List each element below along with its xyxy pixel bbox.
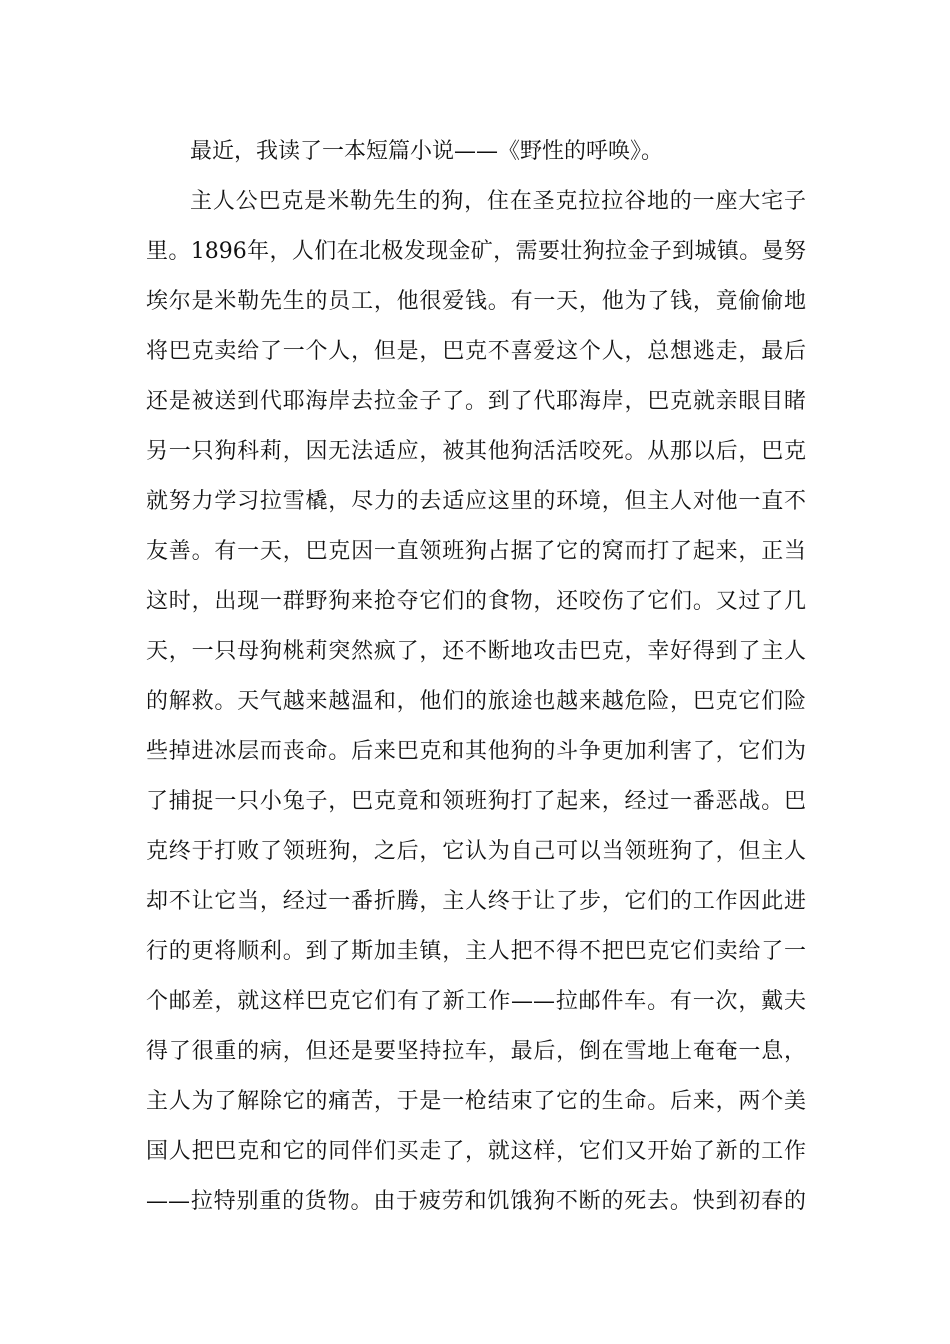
paragraph-story-line-8: 友善。有一天，巴克因一直领班狗占据了它的窝而打了起来，正当 bbox=[146, 539, 806, 564]
paragraph-story-line-1: 主人公巴克是米勒先生的狗，住在圣克拉拉谷地的一座大宅子 bbox=[190, 189, 806, 214]
paragraph-story-line-5: 还是被送到代耶海岸去拉金子了。到了代耶海岸，巴克就亲眼目睹 bbox=[146, 389, 806, 414]
paragraph-story-line-10: 天，一只母狗桃莉突然疯了，还不断地攻击巴克，幸好得到了主人 bbox=[146, 639, 806, 664]
document-body bbox=[146, 127, 806, 1227]
paragraph-story-line-11: 的解救。天气越来越温和，他们的旅途也越来越危险，巴克它们险 bbox=[146, 689, 806, 714]
paragraph-story-line-19: 主人为了解除它的痛苦，于是一枪结束了它的生命。后来，两个美 bbox=[146, 1089, 806, 1114]
paragraph-story-line-4: 将巴克卖给了一个人，但是，巴克不喜爱这个人，总想逃走，最后 bbox=[146, 339, 806, 364]
paragraph-story-line-18: 得了很重的病，但还是要坚持拉车，最后，倒在雪地上奄奄一息， bbox=[146, 1039, 806, 1064]
paragraph-story-line-15: 却不让它当，经过一番折腾，主人终于让了步，它们的工作因此进 bbox=[146, 889, 806, 914]
paragraph-story-line-9: 这时，出现一群野狗来抢夺它们的食物，还咬伤了它们。又过了几 bbox=[146, 589, 806, 614]
paragraph-story-line-17: 个邮差，就这样巴克它们有了新工作——拉邮件车。有一次，戴夫 bbox=[146, 989, 806, 1014]
paragraph-story-line-12: 些掉进冰层而丧命。后来巴克和其他狗的斗争更加利害了，它们为 bbox=[146, 739, 806, 764]
paragraph-story-line-20: 国人把巴克和它的同伴们买走了，就这样，它们又开始了新的工作 bbox=[146, 1139, 806, 1164]
paragraph-story-line-16: 行的更将顺利。到了斯加圭镇，主人把不得不把巴克它们卖给了一 bbox=[146, 939, 806, 964]
paragraph-story-line-3: 埃尔是米勒先生的员工，他很爱钱。有一天，他为了钱，竟偷偷地 bbox=[146, 289, 806, 314]
paragraph-intro-line: 最近，我读了一本短篇小说——《野性的呼唤》。 bbox=[190, 139, 664, 164]
paragraph-story-line-13: 了捕捉一只小兔子，巴克竟和领班狗打了起来，经过一番恶战。巴 bbox=[146, 789, 806, 814]
paragraph-story-line-2: 里。1896年，人们在北极发现金矿，需要壮狗拉金子到城镇。曼努 bbox=[146, 239, 806, 264]
paragraph-story-line-14: 克终于打败了领班狗，之后，它认为自己可以当领班狗了，但主人 bbox=[146, 839, 806, 864]
paragraph-story-line-7: 就努力学习拉雪橇，尽力的去适应这里的环境，但主人对他一直不 bbox=[146, 489, 806, 514]
paragraph-story-line-21: ——拉特别重的货物。由于疲劳和饥饿狗不断的死去。快到初春的 bbox=[146, 1189, 806, 1214]
paragraph-story-line-6: 另一只狗科莉，因无法适应，被其他狗活活咬死。从那以后，巴克 bbox=[146, 439, 806, 464]
